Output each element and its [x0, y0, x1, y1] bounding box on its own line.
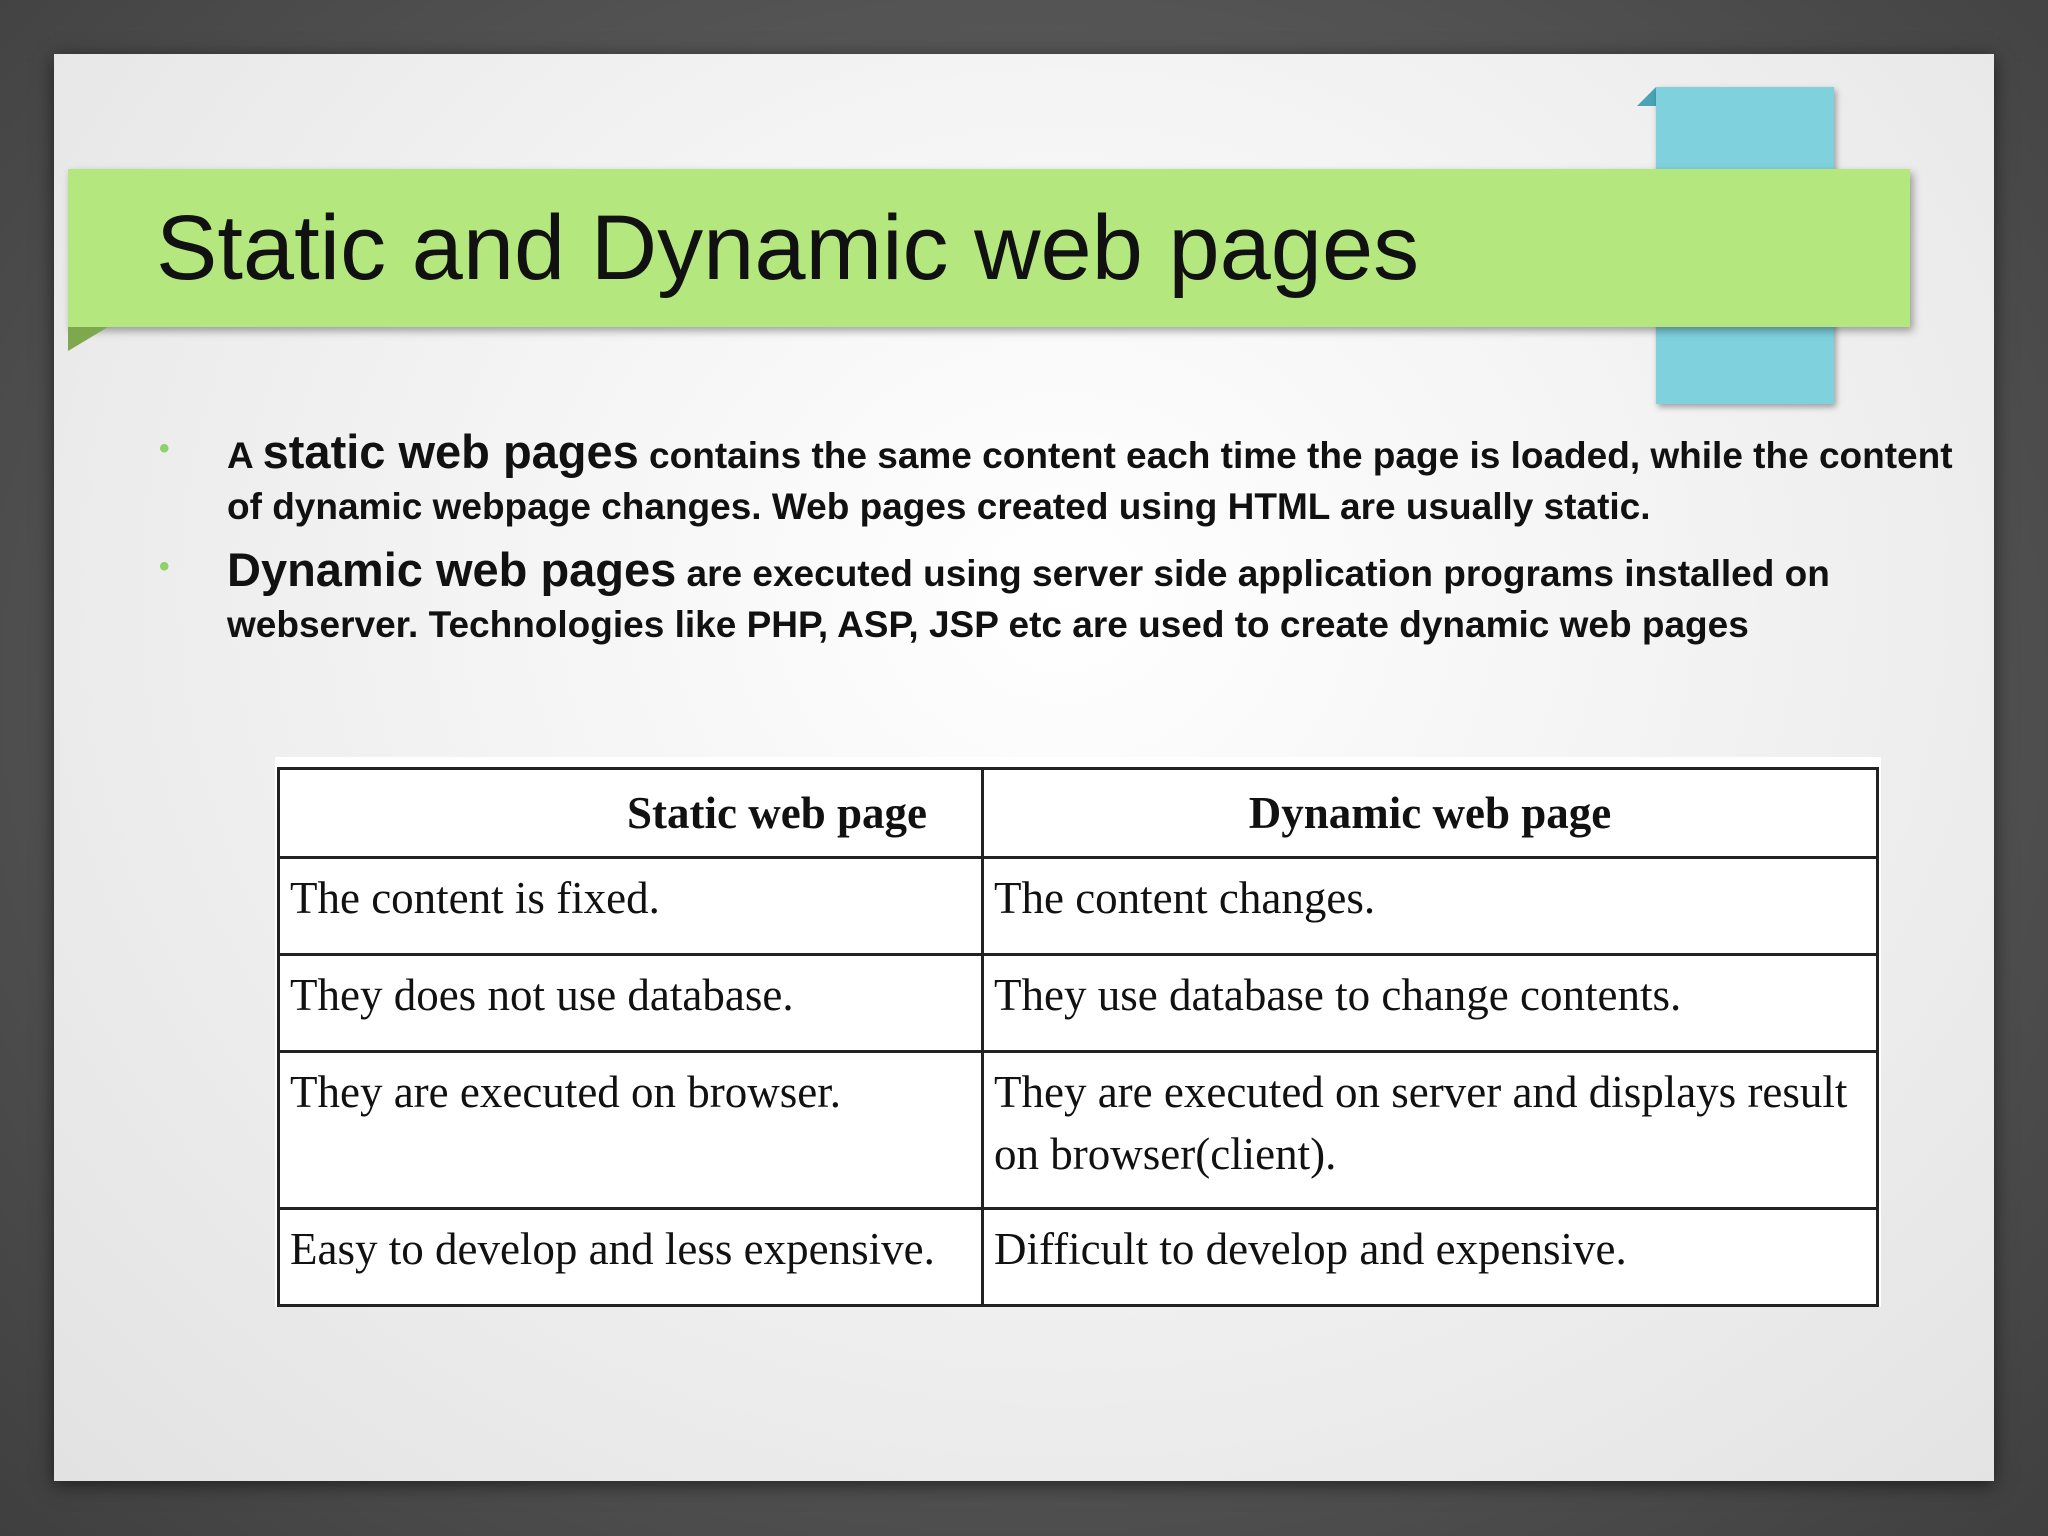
bullet-dot-icon: •	[159, 550, 170, 583]
table-row	[279, 1209, 1878, 1306]
table-row	[279, 858, 1878, 955]
table-cell: They use database to change contents.	[983, 955, 1878, 1052]
title-band	[68, 169, 1910, 327]
table-cell: They are executed on server and displays result on browser(client).	[983, 1052, 1878, 1209]
table-header-row	[279, 769, 1878, 858]
comparison-table	[277, 767, 1879, 1307]
bullet-text: contains the same content each time the page is loaded, while the content of dynamic webpage changes. Web pages created using HTML are usually static.	[227, 435, 1953, 527]
bullet-highlight: static web pages	[262, 425, 639, 478]
table-row	[279, 1052, 1878, 1209]
bullet-item-dynamic	[157, 544, 1997, 650]
bullet-dot-icon: •	[159, 432, 170, 465]
table-row	[279, 955, 1878, 1052]
bullet-lead: A	[227, 435, 263, 476]
bullet-text: are executed using server side application programs installed on webserver. Technologies like PHP, ASP, JSP etc are used to create dynamic web pages	[227, 553, 1830, 645]
comparison-table-image	[275, 757, 1881, 1307]
table-cell: Easy to develop and less expensive.	[279, 1209, 983, 1306]
column-header-static: Static web page	[279, 769, 983, 858]
bullet-list	[157, 426, 1997, 662]
table-cell: The content is fixed.	[279, 858, 983, 955]
bullet-item-static	[157, 426, 1997, 532]
table-cell: They does not use database.	[279, 955, 983, 1052]
table-cell: The content changes.	[983, 858, 1878, 955]
table-cell: They are executed on browser.	[279, 1052, 983, 1209]
slide	[54, 54, 1994, 1481]
table-cell: Difficult to develop and expensive.	[983, 1209, 1878, 1306]
bullet-highlight: Dynamic web pages	[227, 543, 677, 596]
accent-tab-fold	[1637, 87, 1656, 106]
slide-title: Static and Dynamic web pages	[156, 197, 1420, 299]
column-header-dynamic: Dynamic web page	[983, 769, 1878, 858]
title-band-fold	[68, 327, 108, 351]
